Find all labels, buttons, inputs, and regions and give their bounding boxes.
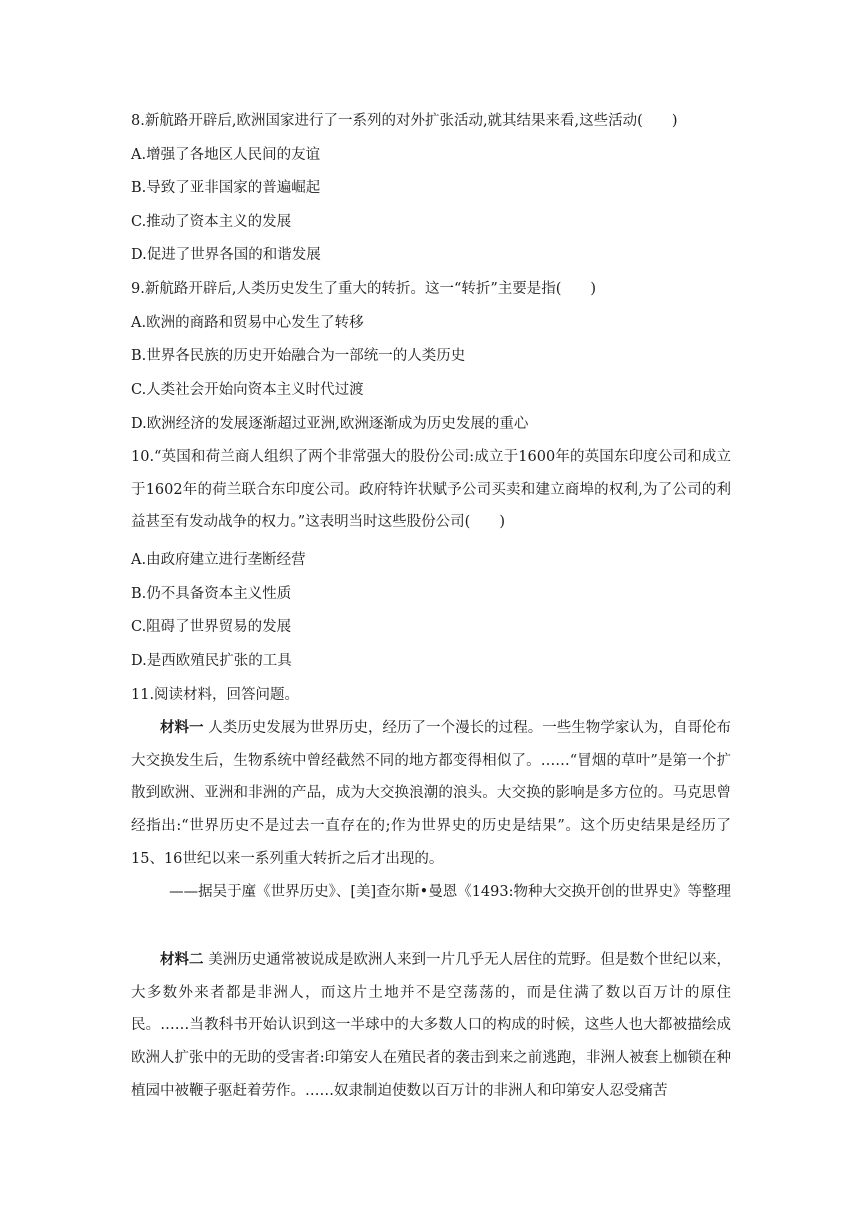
question-9-option-d: D.欧洲经济的发展逐渐超过亚洲,欧洲逐渐成为历史发展的重心 bbox=[131, 416, 529, 432]
question-8-option-c: C.推动了资本主义的发展 bbox=[131, 214, 292, 230]
material-one-text: 人类历史发展为世界历史，经历了一个漫长的过程。一些生物学家认为，自哥伦布大交换发生后，生物系统中曾经截然不同的地方都变得相似了。……“冒烟的草叶”是第一个扩散到欧洲、亚洲和非洲的产品，成为大交换浪潮的浪头。大交换的影响是多方位的。马克思曾经指出:“世界历史不是过去一直存在的;作为世界史的历史是结果”。这个历史结果是经历了15、16世纪以来一系列重大转折之后才出现的。 bbox=[131, 720, 732, 867]
question-9-stem: 9.新航路开辟后,人类历史发生了重大的转折。这一“转折”主要是指( ) bbox=[131, 281, 597, 297]
material-two-text: 美洲历史通常被说成是欧洲人来到一片几乎无人居住的荒野。但是数个世纪以来，大多数外来者都是非洲人，而这片土地并不是空荡荡的，而是住满了数以百万计的原住民。……当教科书开始认识到这一半球中的大多数人口的构成的时候，这些人也大都被描绘成欧洲人扩张中的无助的受害者:印第安人在殖民者的袭击到来之前逃跑，非洲人被套上枷锁在种植园中被鞭子驱赶着劳作。……奴隶制迫使数以百万计的非洲人和印第安人忍受痛苦 bbox=[131, 952, 732, 1099]
question-8-stem: 8.新航路开辟后,欧洲国家进行了一系列的对外扩张活动,就其结果来看,这些活动( ) bbox=[131, 113, 678, 129]
question-11-stem: 11.阅读材料，回答问题。 bbox=[131, 687, 300, 703]
question-9-option-b: B.世界各民族的历史开始融合为一部统一的人类历史 bbox=[131, 348, 466, 364]
question-10-option-b: B.仍不具备资本主义性质 bbox=[131, 586, 292, 602]
question-9-option-c: C.人类社会开始向资本主义时代过渡 bbox=[131, 382, 364, 398]
question-8-option-b: B.导致了亚非国家的普遍崛起 bbox=[131, 180, 321, 196]
question-10-stem: 10.“英国和荷兰商人组织了两个非常强大的股份公司:成立于1600年的英国东印度公司和成立于1602年的荷兰联合东印度公司。政府特许状赋予公司买卖和建立商埠的权利,为了公司的利益甚至有发动战争的权力。”这表明当时这些股份公司( ) bbox=[131, 449, 731, 531]
question-10-option-a: A.由政府建立进行垄断经营 bbox=[131, 552, 306, 568]
question-8-option-d: D.促进了世界各国的和谐发展 bbox=[131, 247, 321, 263]
material-one bbox=[131, 712, 731, 876]
material-two bbox=[131, 944, 731, 1108]
material-two-label: 材料二 bbox=[160, 951, 204, 968]
question-9-option-a: A.欧洲的商路和贸易中心发生了转移 bbox=[131, 315, 364, 331]
question-8-option-a: A.增强了各地区人民间的友谊 bbox=[131, 147, 321, 163]
material-one-source: ——据吴于廑《世界历史》、[美]查尔斯•曼恩《1493:物种大交换开创的世界史》等整理 bbox=[169, 884, 731, 900]
question-10-option-c: C.阻碍了世界贸易的发展 bbox=[131, 619, 292, 635]
material-one-label: 材料一 bbox=[160, 719, 204, 736]
question-10-option-d: D.是西欧殖民扩张的工具 bbox=[131, 653, 292, 669]
